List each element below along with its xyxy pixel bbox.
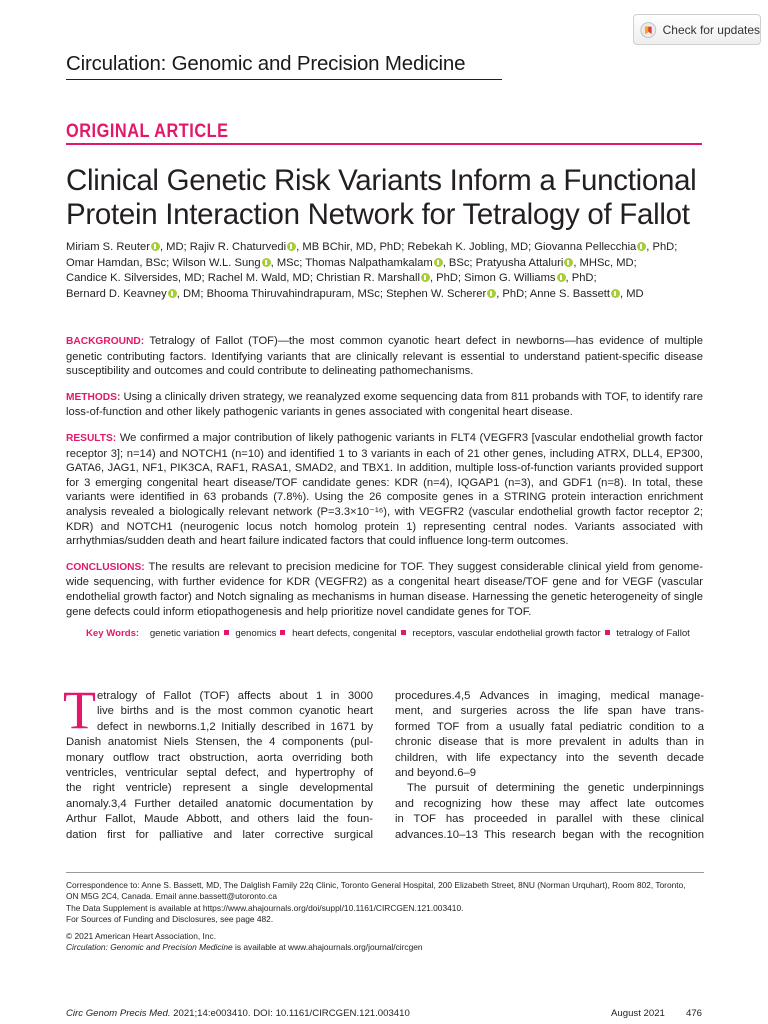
body-line: etralogy of Fallot (TOF) affects about 1 in 3000 — [97, 690, 373, 702]
author-text: , PhD; — [646, 241, 678, 253]
conclusions-label: CONCLUSIONS: — [66, 561, 145, 573]
running-footer-citation — [66, 1008, 410, 1019]
article-title — [66, 164, 716, 232]
footnotes — [66, 880, 706, 953]
journal-title: Circulation: Genomic and Precision Medicine — [66, 52, 466, 75]
body-line: anomaly.3,4 Further detailed anatomic documentation by — [66, 797, 373, 810]
abstract-text: susceptibility and outcomes and could contribute to delineating pathomechanisms. — [66, 365, 474, 378]
abstract-text: rare loss-of-function and other likely pathogenic variants in genes associated with congenital heart disease. — [66, 390, 703, 419]
keyword[interactable]: heart defects, congenital — [292, 628, 397, 639]
abstract-text: associated with arrhythmias/sudden death and heart failure indicated factors that could influence long-term outcomes. — [66, 520, 704, 548]
availability-text[interactable]: is available at www.ahajournals.org/journal/circgen — [232, 942, 423, 953]
body-line: The pursuit of determining the genetic underpinnings — [407, 782, 704, 795]
abstract-text: DLL4, EP300, GATA6, JAG1, NF1, PIK3CA, RAF1, RASA1, SMAD2, and TBX1. In addition, multiple loss-of-function variants — [66, 447, 704, 475]
issue-date: August 2021 — [611, 1008, 665, 1019]
body-line: and recognizing how these may affect late outcomes — [395, 797, 704, 810]
body-line: advances.10–13 This research began with the recognition — [395, 828, 704, 841]
availability-journal: Circulation: Genomic and Precision Medicine — [66, 942, 233, 953]
orcid-icon[interactable] — [611, 289, 620, 298]
abstract-text: growth factor receptor 2; KDR) and NOTCH1 (neurogenic locus notch homolog protein 1) representing central nodes. Variants — [66, 505, 703, 533]
author-text: , DM; Bhooma Thiruvahindrapuram, MSc; Stephen W. Scherer — [176, 287, 487, 300]
body-column-right — [395, 689, 704, 843]
abstract-text: We confirmed a major contribution of likely pathogenic variants in FLT4 (VEGFR3 [vascular endothelial growth — [116, 431, 672, 444]
orcid-icon[interactable] — [151, 242, 160, 251]
abstract-conclusions — [66, 560, 703, 619]
abstract-text: The results are relevant to precision medicine for TOF. They suggest considerable clinical yield from genome- — [144, 560, 703, 573]
crossmark-icon — [640, 21, 657, 39]
check-for-updates-button[interactable] — [633, 14, 761, 45]
author-text: , PhD; Anne S. Bassett — [496, 287, 611, 300]
orcid-icon[interactable] — [262, 258, 271, 267]
footnote-rule — [66, 872, 704, 873]
article-type: ORIGINAL ARTICLE — [66, 121, 229, 142]
body-line: and beyond.6–9 — [395, 767, 477, 780]
data-supplement-link[interactable]: The Data Supplement is available at https://www.ahajournals.org/doi/suppl/10.1161/CIRCGEN.121.003410. — [66, 902, 464, 913]
abstract-text: Tetralogy of Fallot (TOF)—the most common cyanotic heart defect in newborns—has evidence of multiple — [144, 335, 703, 347]
abstract-background — [66, 334, 703, 379]
keyword-separator — [605, 630, 610, 635]
body-line: Danish anatomist Niels Stensen, the 4 components (pul- — [66, 736, 373, 749]
keyword-separator — [401, 630, 406, 635]
methods-label: METHODS: — [66, 391, 121, 403]
orcid-icon[interactable] — [487, 289, 496, 298]
abstract-text: genetic contributing factors. Identifying variants that are clinically relevant is essential to understand patient-specific disease — [66, 350, 703, 363]
body-line: ment, and surgeries across the life span have trans- — [395, 705, 704, 718]
orcid-icon[interactable] — [557, 273, 566, 282]
keyword-separator — [280, 630, 285, 635]
abstract-text: factor receptor 3]; n=14) and NOTCH1 (n=10) and identified 1 to 3 variants in each of 21 other genes, including ATRX, — [66, 431, 704, 460]
copyright: © 2021 American Heart Association, Inc. — [66, 930, 217, 941]
body-line: procedures.4,5 Advances in imaging, medical manage- — [395, 690, 704, 702]
correspondence[interactable]: ON M5G 2C4, Canada. Email anne.bassett@utoronto.ca — [66, 891, 278, 902]
abstract-text: endothelial growth factor) and Notch signaling as mechanisms in human disease. Harnessing the genetic heterogeneity of — [66, 590, 671, 603]
keyword[interactable]: genetic variation — [149, 628, 220, 639]
orcid-icon[interactable] — [564, 258, 573, 267]
author-list — [66, 240, 706, 302]
abstract-methods — [66, 390, 703, 420]
body-line: defect in newborns.1,2 Initially described in 1671 by — [97, 720, 373, 733]
author-text: , MSc; Thomas Nalpathamkalam — [270, 256, 433, 269]
body-line: chronic disease that is more prevalent in adults than in — [395, 736, 704, 749]
funding-note: For Sources of Funding and Disclosures, see page 482. — [66, 914, 274, 925]
results-label: RESULTS: — [66, 432, 117, 444]
abstract-text: wide sequencing, with further evidence for KDR (VEGFR2) as a congenital heart disease/TOF gene and for VEGF (vascular — [66, 576, 703, 589]
background-label: BACKGROUND: — [66, 336, 145, 347]
keywords — [86, 628, 690, 639]
keyword-separator — [224, 630, 229, 635]
journal-title-rule — [66, 79, 502, 80]
abstract-text: single gene defects could inform etiopathogenesis and help prioritize novel candidate genes for TOF. — [66, 590, 704, 618]
author-text: Omar Hamdan, BSc; Wilson W.L. Sung — [66, 256, 261, 269]
body-line: live births and is the most common cyanotic heart — [97, 705, 373, 718]
title-line: Clinical Genetic Risk Variants Inform a Functional — [66, 164, 697, 197]
body-column-left — [66, 689, 373, 843]
orcid-icon[interactable] — [287, 242, 296, 251]
keyword[interactable]: receptors, vascular endothelial growth factor — [412, 628, 601, 639]
page-number: 476 — [686, 1008, 703, 1019]
correspondence: Correspondence to: Anne S. Bassett, MD, The Dalglish Family 22q Clinic, Toronto General Hospital, 200 Elizabeth Street, 8NU (Norman Urquhart), Room 802, Toronto, — [66, 880, 686, 890]
author-line — [66, 287, 706, 303]
citation-journal: Circ Genom Precis Med. — [66, 1008, 171, 1019]
keyword[interactable]: tetralogy of Fallot — [616, 628, 690, 639]
author-text: Miriam S. Reuter — [66, 241, 150, 253]
abstract-results — [66, 431, 703, 549]
abstract-text: (n=8). In total, these variants were identified in 63 probands (7.8%). Using the 26 composite genes in a STRING protein — [66, 476, 703, 504]
author-text: Candice K. Silversides, MD; Rachel M. Wald, MD; Christian R. Marshall — [66, 272, 420, 285]
citation-doi[interactable]: 2021;14:e003410. DOI: 10.1161/CIRCGEN.121.003410 — [170, 1008, 410, 1019]
body-line: monary outflow tract obstruction, aorta overriding both — [66, 751, 373, 764]
body-line: Arthur Fallot, Maude Abbott, and others laid the foun- — [66, 813, 373, 826]
author-line — [66, 271, 706, 287]
author-line — [66, 240, 706, 256]
author-text: , MB BChir, MD, PhD; Rebekah K. Jobling, MD; Giovanna Pellecchia — [296, 241, 637, 253]
body-line: ventricles, ventricular septal defect, and hypertrophy of — [66, 767, 373, 780]
body-line: the right ventricle) represent a single developmental — [66, 782, 373, 795]
check-for-updates-label: Check for updates — [662, 22, 760, 37]
body-line: formed TOF from a usually fatal pediatric condition to a — [395, 720, 704, 733]
keyword[interactable]: genomics — [235, 628, 277, 639]
body-line: in TOF has proceeded in parallel with these clinical — [395, 813, 704, 826]
abstract — [66, 334, 703, 630]
author-text: , PhD; Simon G. Williams — [429, 272, 556, 285]
author-text: , MD — [620, 287, 644, 300]
orcid-icon[interactable] — [434, 258, 443, 267]
author-text: Bernard D. Keavney — [66, 287, 167, 300]
abstract-text: Using a clinically driven strategy, we reanalyzed exome sequencing data from 811 probands with TOF, to identify — [120, 390, 680, 403]
author-text: , BSc; Pratyusha Attaluri — [442, 256, 564, 269]
title-line: Protein Interaction Network for Tetralogy of Fallot — [66, 198, 690, 231]
orcid-icon[interactable] — [421, 273, 430, 282]
author-text: , PhD; — [565, 272, 597, 285]
orcid-icon[interactable] — [168, 289, 177, 298]
article-type-rule — [66, 143, 702, 145]
author-line — [66, 256, 706, 272]
keywords-label: Key Words: — [86, 628, 140, 639]
availability-note — [66, 942, 706, 953]
body-line: children, with life expectancy into the seventh decade — [395, 751, 704, 764]
author-text: , MD; Rajiv R. Chaturvedi — [159, 241, 287, 253]
body-line: dation first for palliative and later corrective surgical — [66, 828, 373, 841]
abstract-text: interaction enrichment analysis revealed a biologically relevant network (P=3.3×10⁻¹⁶), with VEGFR2 (vascular endothelial — [66, 491, 703, 518]
author-text: , MHSc, MD; — [573, 256, 637, 269]
abstract-text: provided support for 3 emerging congenital heart disease/TOF candidate genes: KDR (n=4), IQGAP1 (n=3), and GDF1 — [66, 462, 703, 489]
drop-cap: T — [63, 680, 96, 740]
orcid-icon[interactable] — [637, 242, 646, 251]
